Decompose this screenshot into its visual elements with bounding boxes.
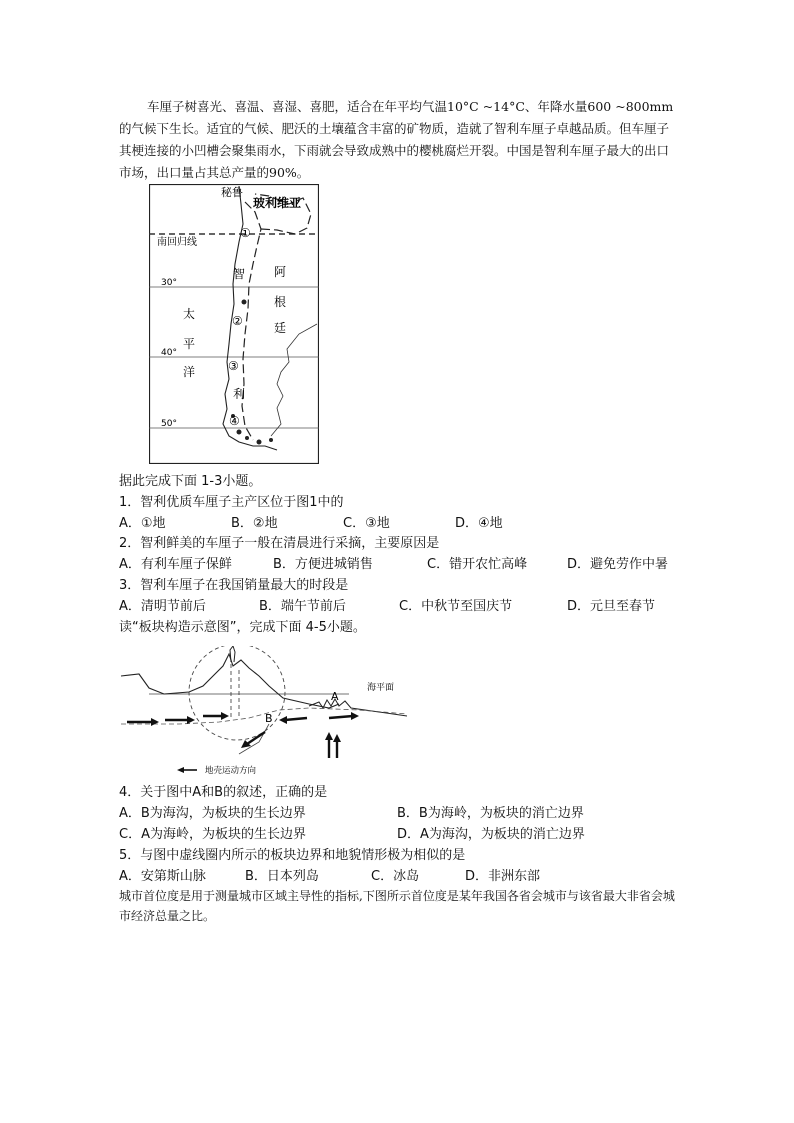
site-1-marker: ① [240,226,251,240]
label-pacific-2: 平 [183,337,196,351]
island [245,436,249,440]
q4-option-d[interactable]: D．A为海沟，为板块的消亡边界 [397,827,585,842]
q3-option-b[interactable]: B．端午节前后 [259,599,346,614]
q1-option-d[interactable]: D．④地 [455,516,503,531]
label-chile-1: 智 [233,267,246,281]
instruction-1: 据此完成下面 1-3小题。 [119,474,262,489]
label-lat-50: 50° [161,419,177,429]
q2-option-b[interactable]: B．方便进城销售 [273,557,373,572]
label-tropic: 南回归线 [157,237,197,248]
label-pacific-1: 太 [183,307,196,321]
question-1-stem: 1．智利优质车厘子主产区位于图1中的 [119,495,344,510]
plate-boundary [121,708,407,724]
q5-option-b[interactable]: B．日本列岛 [245,869,319,884]
q4-option-a[interactable]: A．B为海沟，为板块的生长边界 [119,806,306,821]
volcano-plume [230,646,235,662]
site-4-marker: ④ [229,414,240,428]
ocean-ridge [309,699,407,716]
q5-option-c[interactable]: C．冰岛 [371,869,420,884]
label-argentina-2: 根 [274,295,287,309]
q1-option-a[interactable]: A．①地 [119,516,166,531]
question-2-stem: 2．智利鲜美的车厘子一般在清晨进行采摘，主要原因是 [119,536,440,551]
question-3-stem: 3．智利车厘子在我国销量最大的时段是 [119,578,349,593]
land-surface [121,654,339,708]
label-lat-30: 30° [161,278,177,288]
dashed-circle [189,646,285,740]
chile-map [149,184,319,464]
q2-option-d[interactable]: D．避免劳作中暑 [567,557,669,572]
label-pacific-3: 洋 [183,365,196,379]
sea-level-label: 海平面 [367,683,395,693]
q3-option-a[interactable]: A．清明节前后 [119,599,206,614]
q5-option-a[interactable]: A．安第斯山脉 [119,869,206,884]
q2-option-c[interactable]: C．错开农忙高峰 [427,557,528,572]
label-bolivia: 玻利维亚 [253,196,302,210]
site-2-marker: ② [232,314,243,328]
intro-paragraph: 车厘子树喜光、喜温、喜湿、喜肥，适合在年平均气温10°C ~14°C、年降水量600 ~800mm的气候下生长。适宜的气候、肥沃的土壤蕴含丰富的矿物质，造就了智利车厘子卓越品质。但车厘子其梗连接的小凹槽会聚集雨水，下雨就会导致成熟中的樱桃腐烂开裂。中国是智利车厘子最大的出口市场，出口量占其总产量的90%。 [119,99,674,180]
q2-option-a[interactable]: A．有利车厘子保鲜 [119,557,232,572]
island [257,440,262,445]
legend-label: 地壳运动方向 [205,766,257,774]
capital-dot [242,300,247,305]
q3-option-c[interactable]: C．中秋节至国庆节 [399,599,513,614]
instruction-2: 读“板块构造示意图”，完成下面 4-5小题。 [119,620,366,635]
label-argentina-3: 廷 [274,321,287,335]
q4-option-b[interactable]: B．B为海岭，为板块的消亡边界 [397,806,584,821]
q3-option-d[interactable]: D．元旦至春节 [567,599,656,614]
label-b: B [265,712,273,725]
island [237,430,242,435]
q4-option-c[interactable]: C．A为海岭，为板块的生长边界 [119,827,306,842]
question-4-stem: 4．关于图中A和B的叙述，正确的是 [119,785,328,800]
site-3-marker: ③ [228,359,239,373]
q1-option-b[interactable]: B．②地 [231,516,278,531]
label-peru: 秘鲁 [221,186,243,199]
island [269,438,273,442]
intro-paragraph-2: 城市首位度是用于测量城市区域主导性的指标,下图所示首位度是某年我国各省会城市与该省最大非省会城市经济总量之比。 [119,889,675,923]
label-a: A [331,690,339,703]
q5-option-d[interactable]: D．非洲东部 [465,869,541,884]
label-lat-40: 40° [161,348,177,358]
label-chile-2: 利 [233,387,246,401]
plate-tectonics-diagram [119,646,409,774]
legend-arrow [177,767,197,773]
label-argentina-1: 阿 [274,265,287,279]
question-5-stem: 5．与图中虚线圈内所示的板块边界和地貌情形极为相似的是 [119,848,466,863]
q1-option-c[interactable]: C．③地 [343,516,390,531]
